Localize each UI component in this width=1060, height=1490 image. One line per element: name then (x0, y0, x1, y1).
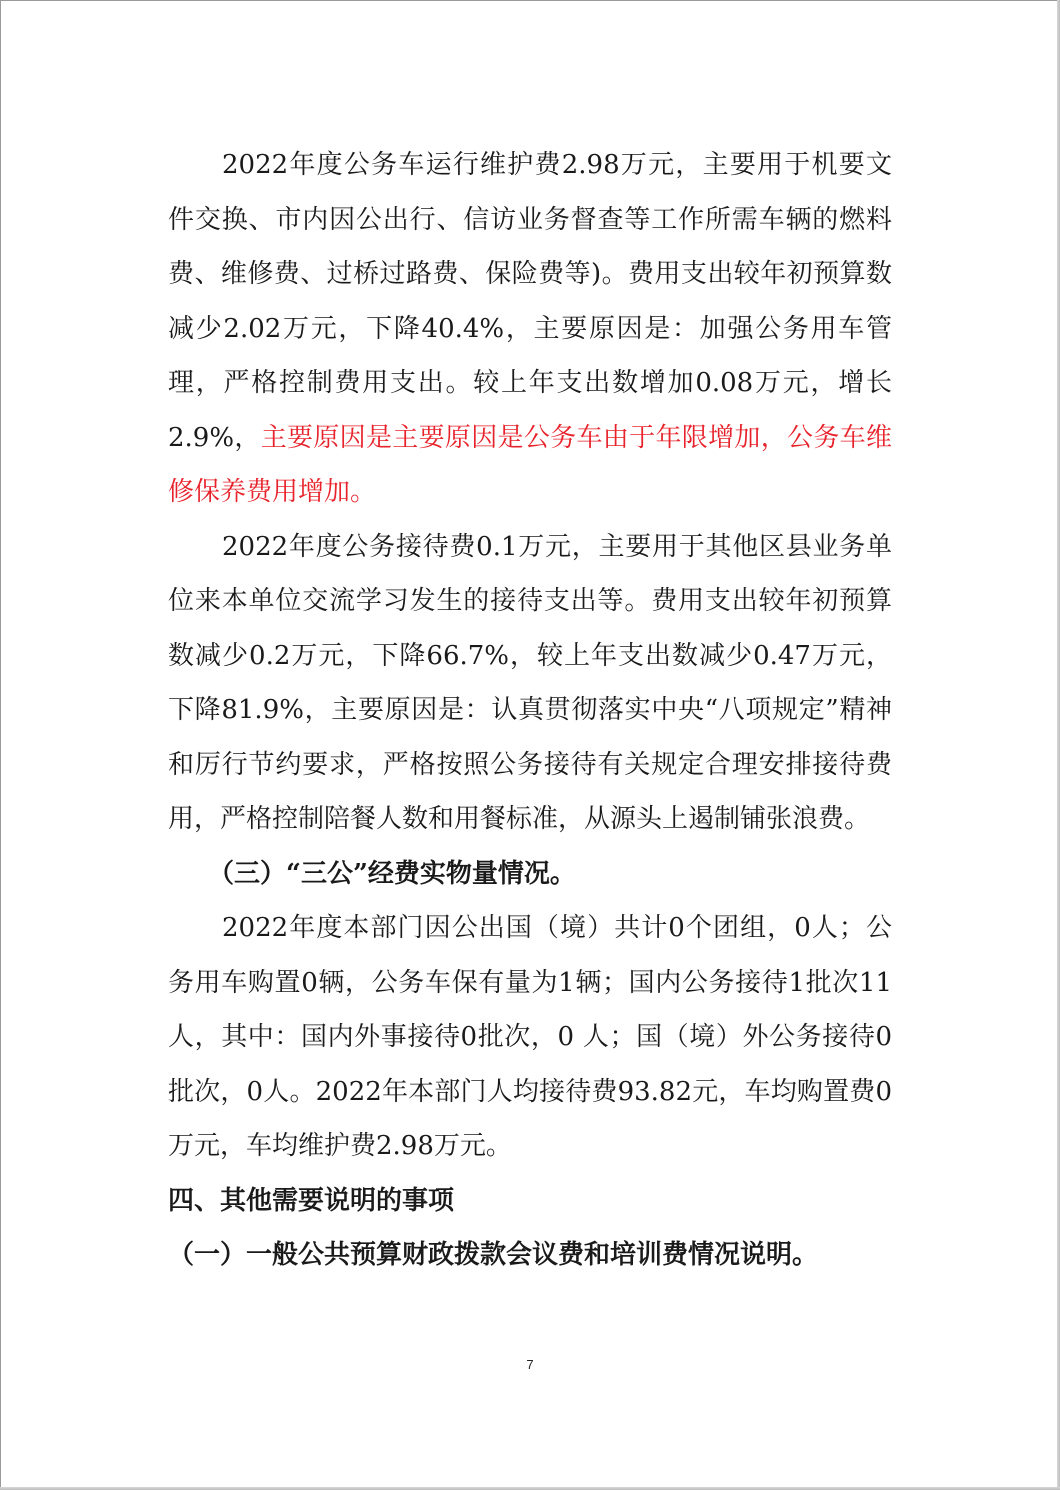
paragraph-reception-expense: 2022年度公务接待费0.1万元，主要用于其他区县业务单位来本单位交流学习发生的接待支出等。费用支出较年初预算数减少0.2万元，下降66.7%，较上年支出数减少0.47万元，下降81.9%，主要原因是：认真贯彻落实中央“八项规定”精神和厉行节约要求，严格按照公务接待有关规定合理安排接待费用，严格控制陪餐人数和用餐标准，从源头上遏制铺张浪费。 (168, 531, 892, 834)
paragraph-physical-quantity: 2022年度本部门因公出国（境）共计0个团组，0人；公务用车购置0辆，公务车保有量为1辆；国内公务接待1批次11人，其中：国内外事接待0批次，0 人；国（境）外公务接待0批次，0人。2022年本部门人均接待费93.82元，车均购置费0万元，车均维护费2.98万元。 (168, 913, 892, 1161)
document-body (168, 138, 892, 1283)
vehicle-maintenance-text: 2022年度公务车运行维护费2.98万元，主要用于机要文件交换、市内因公出行、信访业务督查等工作所需车辆的燃料费、维修费、过桥过路费、保险费等)。费用支出较年初预算数减少2.02万元，下降40.4%，主要原因是：加强公务用车管理，严格控制费用支出。较上年支出数增加0.08万元，增长2.9%， (168, 150, 892, 453)
highlighted-reason-text: 主要原因是主要原因是公务车由于年限增加，公务车维修保养费用增加。 (168, 422, 892, 507)
section-heading-physical-quantity: （三）“三公”经费实物量情况。 (208, 858, 576, 889)
paragraph-vehicle-maintenance (168, 138, 892, 520)
section-heading-other-matters: 四、其他需要说明的事项 (168, 1185, 455, 1216)
page-number: 7 (526, 1357, 534, 1372)
section-heading-meeting-training: （一）一般公共预算财政拨款会议费和培训费情况说明。 (168, 1240, 819, 1270)
